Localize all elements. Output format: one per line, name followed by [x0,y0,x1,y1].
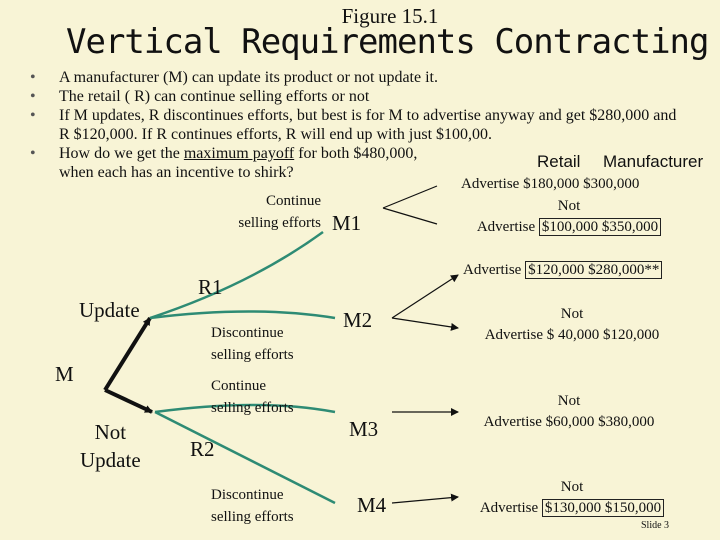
header-manufacturer: Manufacturer [603,152,704,171]
label-line: selling efforts [211,347,294,363]
payoff-values: $180,000 $300,000 [523,176,640,192]
node-r2: R2 [190,437,215,461]
label-line: Discontinue [211,325,284,341]
payoff-m4-not-advertise [461,477,683,519]
slide-title: Vertical Requirements Contracting [66,22,709,62]
payoff-label: Not [560,306,584,322]
payoff-m1-advertise [461,174,639,195]
label-r2-continue [211,375,294,419]
slide-number: Slide 3 [641,520,670,531]
payoff-values-boxed: $100,000 $350,000 [539,218,661,236]
label-line: selling efforts [238,215,321,231]
payoff-m2-advertise [463,260,662,281]
label-line: Update [80,448,141,472]
node-m1: M1 [332,211,362,235]
node-r1: R1 [198,275,223,299]
figure-label: Figure 15.1 [341,4,439,28]
payoff-label: Advertise [461,176,524,192]
node-m4: M4 [357,493,387,517]
bullet-text-cont: when each has an incentive to shirk? [59,164,294,181]
label-update: Update [79,298,140,322]
arrow-m2-not [392,318,458,328]
bullet-item: • A manufacturer (M) can update its product or not update it. [30,68,680,87]
label-line: Discontinue [211,487,284,503]
arrow-m1-advertise [383,186,437,208]
bullet-text: How do we get the [59,145,184,162]
payoff-values-boxed: $130,000 $150,000 [542,499,664,517]
node-m: M [55,362,74,386]
branch-m-not-update [105,390,152,412]
payoff-values-boxed: $120,000 $280,000** [525,261,662,279]
arrow-m2-advertise [392,275,458,318]
node-m3: M3 [349,417,379,441]
payoff-m1-not-advertise [461,196,677,238]
bullet-underlined-text: maximum payoff [183,145,295,162]
arrow-m1-not [383,208,437,224]
payoff-m2-not-advertise [461,304,683,346]
payoff-label: Advertise $ 40,000 $120,000 [484,327,660,343]
bullet-list [30,68,680,182]
payoff-label: Not [557,198,581,214]
label-line: selling efforts [211,400,294,416]
label-r2-discontinue [211,484,294,528]
node-m2: M2 [343,308,373,332]
label-line: selling efforts [211,509,294,525]
payoff-label: Advertise [479,500,542,516]
label-line: Continue [211,378,266,394]
branch-r1-discontinue [150,312,335,319]
label-not-update [80,418,141,474]
label-r1-discontinue [211,322,294,366]
payoff-m3-not-advertise [461,391,677,433]
payoff-label: Advertise $60,000 $380,000 [483,414,655,430]
branch-r1-continue [150,232,323,318]
payoff-label: Not [560,479,584,495]
payoff-label: Not [557,393,581,409]
arrow-m4-not [392,497,458,503]
payoff-label: Advertise [463,262,526,278]
bullet-text: for both $480,000, [294,145,418,162]
label-line: Continue [266,193,321,209]
label-r1-continue [217,190,321,234]
branch-m-update [105,318,150,390]
payoff-label: Advertise [476,219,539,235]
bullet-text: If M updates, R discontinues efforts, but best is for M to advertise anyway and get $280,000 and R $120,000. If R continues efforts, R will end up with just $100,00. [59,107,677,143]
bullet-item [30,106,680,144]
label-line: Not [94,420,127,444]
bullet-item: • The retail ( R) can continue selling efforts or not [30,87,680,106]
header-retail: Retail [537,152,581,171]
